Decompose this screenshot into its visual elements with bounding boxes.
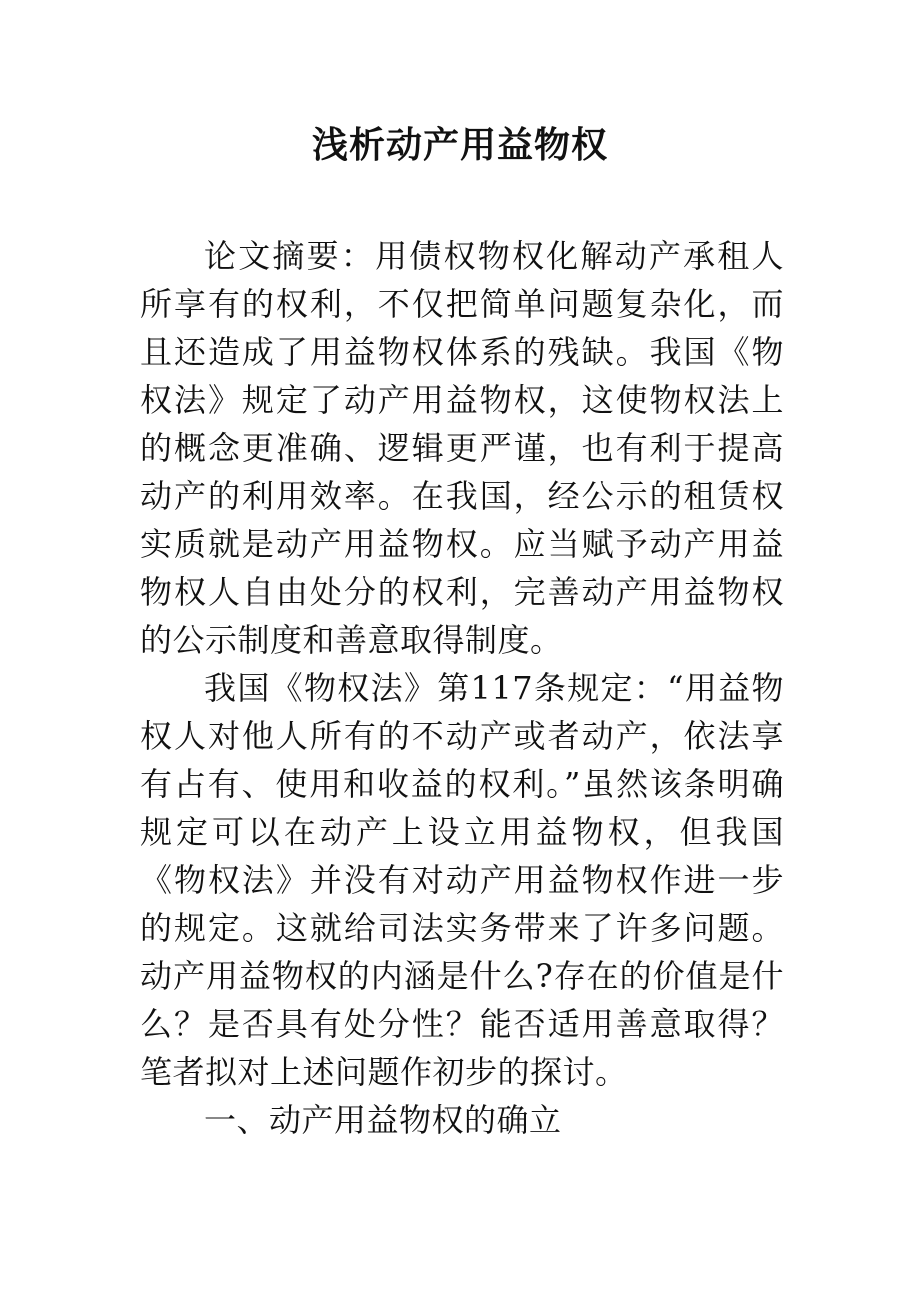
section-heading: 一、动产用益物权的确立 <box>204 1101 562 1139</box>
document-title: 浅析动产用益物权 <box>311 125 608 166</box>
body-paragraph: 我国《物权法》第117条规定：“用益物权人对他人所有的不动产或者动产，依法享有占有、使用和收益的权利。”虽然该条明确规定可以在动产上设立用益物权，但我国《物权法》并没有对动产用益物权作进一步的规定。这就给司法实务带来了许多问题。动产用益物权的内涵是什么?存在的价值是什么？是否具有处分性？能否适用善意取得？笔者拟对上述问题作初步的探讨。 <box>140 669 784 1091</box>
abstract-paragraph: 论文摘要：用债权物权化解动产承租人所享有的权利，不仅把简单问题复杂化，而且还造成了用益物权体系的残缺。我国《物权法》规定了动产用益物权，这使物权法上的概念更准确、逻辑更严谨，也有利于提高动产的利用效率。在我国，经公示的租赁权实质就是动产用益物权。应当赋予动产用益物权人自由处分的权利，完善动产用益物权的公示制度和善意取得制度。 <box>140 237 784 659</box>
document-body <box>140 232 784 1144</box>
